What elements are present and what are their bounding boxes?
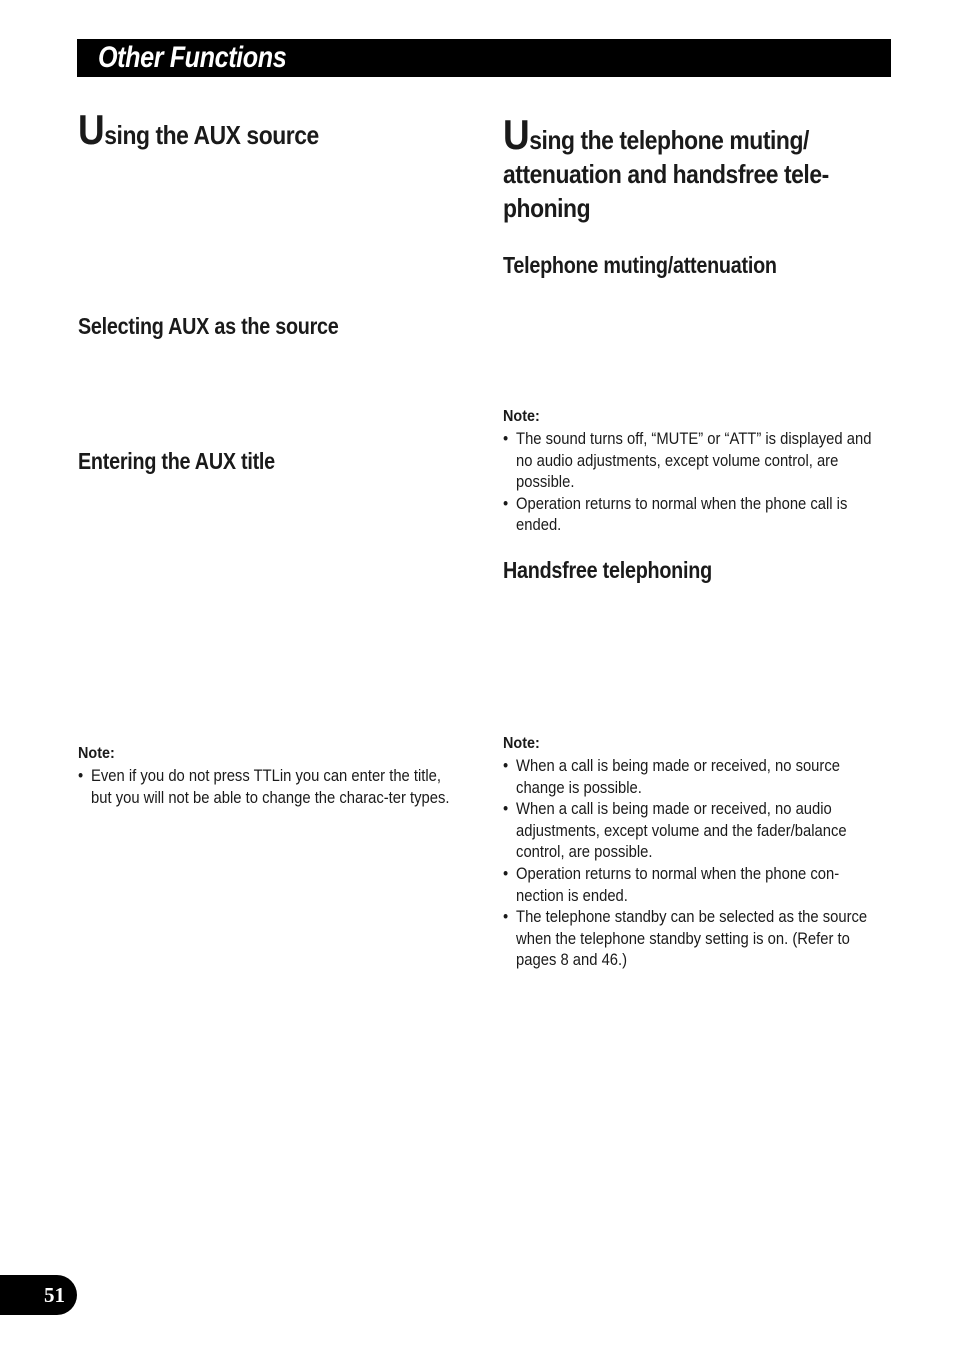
heading-initial: U (503, 111, 530, 158)
page-number-tab (0, 1275, 77, 1315)
heading-text: sing the telephone muting/ (529, 125, 809, 155)
heading-line-2: attenuation and handsfree tele- (503, 159, 829, 189)
note-item: • When a call is being made or received, no audio adjustments, except volume and the fader/balance control, are possible. (503, 798, 877, 863)
handsfree-subheading: Handsfree telephoning (503, 557, 712, 583)
selecting-aux-subheading: Selecting AUX as the source (78, 313, 339, 339)
heading-line-3: phoning (503, 193, 591, 223)
note-item: • Operation returns to normal when the phone con-nection is ended. (503, 863, 877, 906)
heading-text: sing the AUX source (104, 120, 319, 150)
note-list (78, 765, 452, 808)
note-item: • Operation returns to normal when the phone call is ended. (503, 493, 877, 536)
note-item: • The telephone standby can be selected as the source when the telephone standby setting is on. (Refer to pages 8 and 46.) (503, 906, 877, 971)
note-item: • When a call is being made or received, no source change is possible. (503, 755, 877, 798)
entering-aux-title-subheading: Entering the AUX title (78, 448, 275, 474)
section-header-bar (77, 39, 891, 77)
note-list (503, 755, 877, 971)
aux-source-heading (78, 106, 319, 153)
heading-initial: U (78, 106, 105, 153)
note-item: • The sound turns off, “MUTE” or “ATT” is displayed and no audio adjustments, except volume control, are possible. (503, 428, 877, 493)
page-number: 51 (44, 1283, 65, 1307)
telephone-muting-heading (503, 111, 829, 225)
section-title: Other Functions (98, 41, 287, 74)
note-label: Note: (503, 408, 540, 425)
heading-line-1 (503, 111, 829, 158)
note-item: • Even if you do not press TTLin you can enter the title, but you will not be able to change the charac-ter types. (78, 765, 452, 808)
note-label: Note: (78, 745, 115, 762)
telephone-muting-subheading: Telephone muting/attenuation (503, 252, 777, 278)
note-label: Note: (503, 735, 540, 752)
note-list (503, 428, 877, 536)
